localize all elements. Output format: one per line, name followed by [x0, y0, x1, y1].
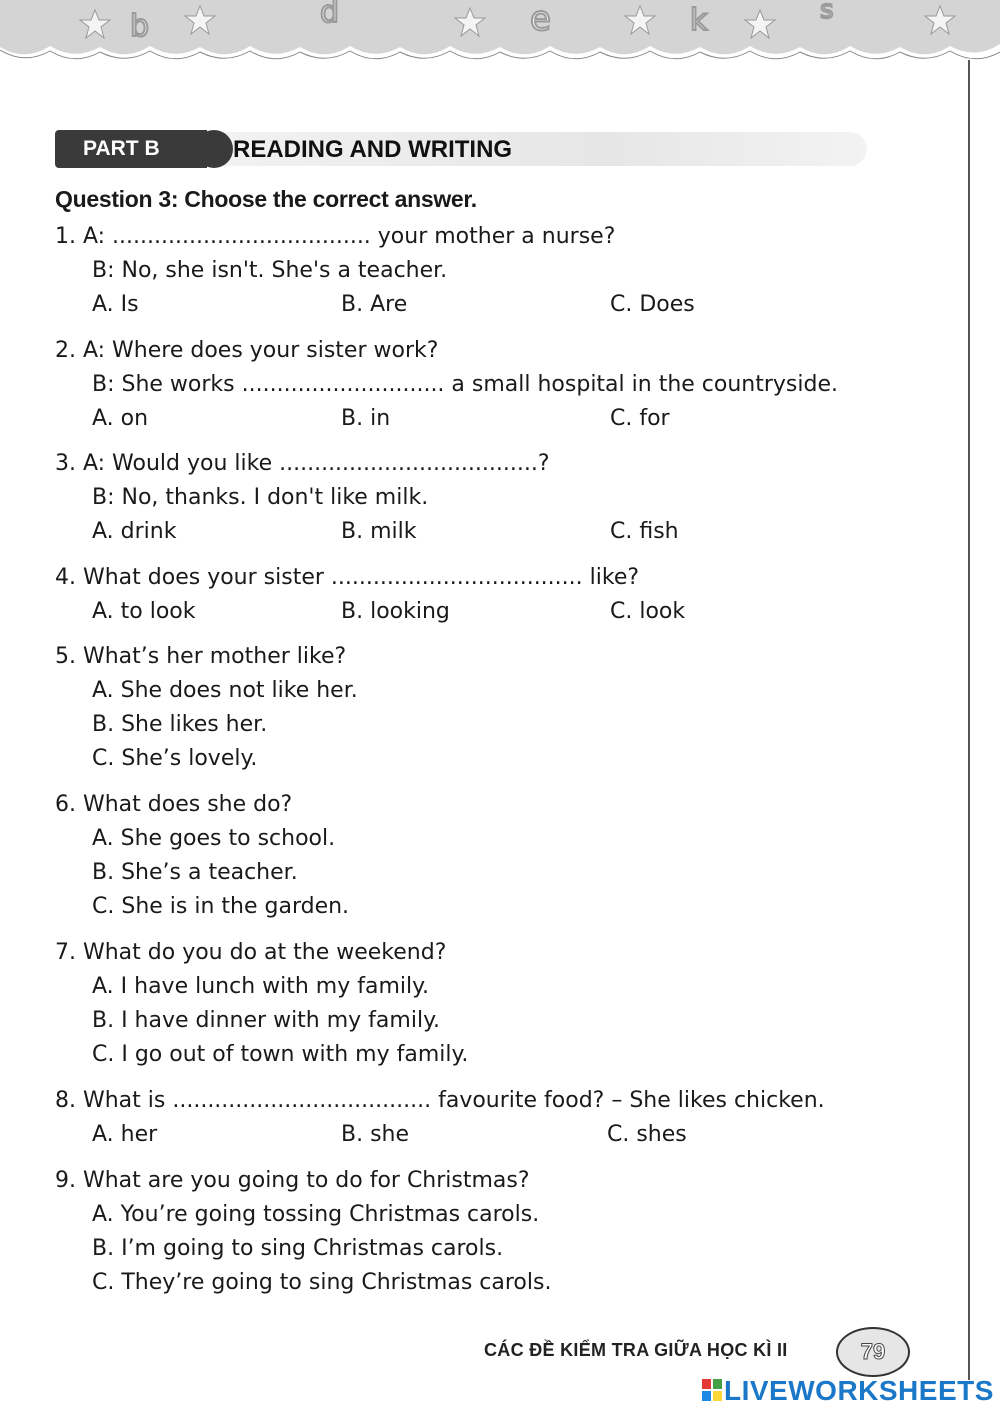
answer-option[interactable]: C. I go out of town with my family.	[92, 1042, 469, 1067]
answer-option[interactable]: C. for	[610, 406, 670, 431]
question-item	[55, 447, 935, 549]
svg-text:d: d	[320, 0, 340, 30]
answer-option[interactable]: A. her	[92, 1122, 158, 1147]
question-line: 1. A: ..................................... your mother a nurse?	[55, 224, 616, 249]
answer-option[interactable]: B. She likes her.	[92, 712, 268, 737]
page-edge-line	[968, 60, 970, 1380]
question-item	[55, 936, 935, 1072]
answer-option[interactable]: A. I have lunch with my family.	[92, 974, 430, 999]
question-line: B: No, thanks. I don't like milk.	[92, 485, 429, 510]
question-line: 6. What does she do?	[55, 792, 293, 817]
question-line: 3. A: Would you like .....................................?	[55, 451, 550, 476]
part-title: READING AND WRITING	[233, 136, 513, 163]
answer-option[interactable]: C. fish	[610, 519, 679, 544]
question-item	[55, 1164, 935, 1300]
question-item	[55, 334, 935, 436]
liveworksheets-logo-icon	[702, 1379, 722, 1401]
svg-text:e: e	[530, 0, 551, 39]
answer-option[interactable]: B. looking	[341, 599, 450, 624]
answer-option[interactable]: C. She’s lovely.	[92, 746, 258, 771]
question-item	[55, 640, 935, 776]
answer-option[interactable]: C. look	[610, 599, 686, 624]
svg-text:b: b	[130, 9, 150, 44]
question-line: 8. What is ..................................... favourite food? – She likes chicken.	[55, 1088, 825, 1113]
answer-option[interactable]: A. on	[92, 406, 149, 431]
answer-option[interactable]: A. She does not like her.	[92, 678, 358, 703]
answer-option[interactable]: B. I’m going to sing Christmas carols.	[92, 1236, 504, 1261]
question-line: 2. A: Where does your sister work?	[55, 338, 439, 363]
answer-option[interactable]: C. Does	[610, 292, 695, 317]
decorative-top-border	[0, 0, 1000, 70]
question-line: B: No, she isn't. She's a teacher.	[92, 258, 448, 283]
part-badge: PART B	[55, 130, 207, 168]
footer-title: CÁC ĐỀ KIỂM TRA GIỮA HỌC KÌ II	[484, 1340, 788, 1360]
answer-option[interactable]: B. She’s a teacher.	[92, 860, 298, 885]
answer-option[interactable]: C. She is in the garden.	[92, 894, 350, 919]
answer-option[interactable]: B. I have dinner with my family.	[92, 1008, 440, 1033]
answer-option[interactable]: A. Is	[92, 292, 139, 317]
question-item	[55, 1084, 935, 1152]
answer-option[interactable]: B. Are	[341, 292, 408, 317]
answer-option[interactable]: B. in	[341, 406, 391, 431]
answer-option[interactable]: C. They’re going to sing Christmas carols.	[92, 1270, 552, 1295]
answer-option[interactable]: A. She goes to school.	[92, 826, 336, 851]
svg-text:k: k	[690, 3, 708, 38]
question-line: B: She works ............................. a small hospital in the countryside.	[92, 372, 838, 397]
question-item	[55, 220, 935, 322]
question-line: 5. What’s her mother like?	[55, 644, 347, 669]
answer-option[interactable]: B. milk	[341, 519, 417, 544]
answer-option[interactable]: A. drink	[92, 519, 177, 544]
page-number: 79	[860, 1339, 886, 1364]
liveworksheets-watermark[interactable]: LIVEWORKSHEETS	[724, 1375, 994, 1406]
answer-option[interactable]: A. You’re going tossing Christmas carols.	[92, 1202, 540, 1227]
answer-option[interactable]: A. to look	[92, 599, 196, 624]
svg-text:s: s	[820, 0, 834, 25]
question-line: 4. What does your sister .................................... like?	[55, 565, 640, 590]
question-item	[55, 788, 935, 924]
answer-option[interactable]: B. she	[341, 1122, 410, 1147]
part-header	[55, 128, 867, 172]
question-heading: Question 3: Choose the correct answer.	[55, 186, 477, 212]
question-line: 7. What do you do at the weekend?	[55, 940, 447, 965]
question-line: 9. What are you going to do for Christmas?	[55, 1168, 530, 1193]
question-item	[55, 561, 935, 629]
answer-option[interactable]: C. shes	[607, 1122, 687, 1147]
page-number-badge	[836, 1327, 910, 1377]
